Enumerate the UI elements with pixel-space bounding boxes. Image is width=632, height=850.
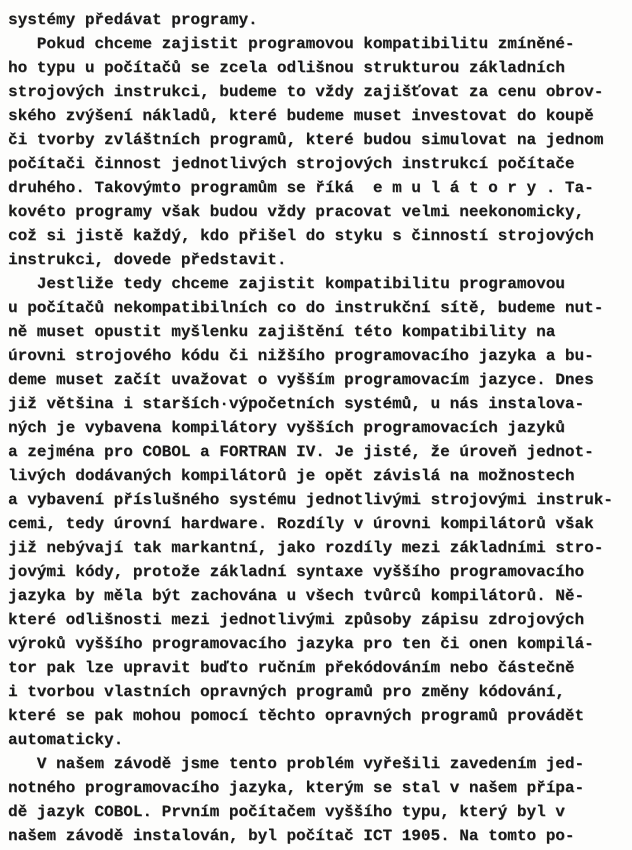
text-line: jazyka by měla být zachována u všech tvůrců kompilátorů. Ně-: [8, 587, 585, 605]
text-line: výroků vyššího programovacího jazyka pro ten či onen kompilá-: [8, 635, 594, 653]
text-line: notného programovacího jazyka, kterým se stal v našem přípa-: [8, 779, 585, 797]
text-line: Jestliže tedy chceme zajistit kompatibilitu programovou: [8, 275, 565, 293]
text-line: automaticky.: [8, 731, 124, 749]
text-line: či tvorby zvláštních programů, které budou simulovat na jednom: [8, 131, 604, 149]
text-line: již nebývají tak markantní, jako rozdíly mezi základními stro-: [8, 539, 604, 557]
text-line: ně muset opustit myšlenku zajištění této kompatibility na: [8, 323, 556, 341]
text-line: livých dodávaných kompilátorů je opět závislá na možnostech: [8, 467, 575, 485]
text-line: našem závodě instalován, byl počítač ICT 1905. Na tomto po-: [8, 827, 575, 845]
text-line: instrukci, dovede představit.: [8, 251, 287, 269]
text-line: a vybavení příslušného systému jednotlivými strojovými instruk-: [8, 491, 613, 509]
text-line: jovými kódy, protože základní syntaxe vyššího programovacího: [8, 563, 585, 581]
text-line: již většina i starších·výpočetních systémů, u nás instalova-: [8, 395, 585, 413]
text-line: dě jazyk COBOL. Prvním počítačem vyššího typu, který byl v: [8, 803, 565, 821]
text-line: Pokud chceme zajistit programovou kompatibilitu zmíněné-: [8, 35, 575, 53]
text-line: deme muset začít uvažovat o vyšším programovacím jazyce. Dnes: [8, 371, 594, 389]
text-line: tor pak lze upravit buďto ručním překódováním nebo částečně: [8, 659, 575, 677]
text-line: u počítačů nekompatibilních co do instrukční sítě, budeme nut-: [8, 299, 604, 317]
text-line: kovéto programy však budou vždy pracovat velmi neekonomicky,: [8, 203, 585, 221]
text-line: V našem závodě jsme tento problém vyřešili zavedením jed-: [8, 755, 585, 773]
text-line: druhého. Takovýmto programům se říká e m u l á t o r y . Ta-: [8, 179, 594, 197]
text-line: které odlišnosti mezi jednotlivými způsoby zápisu zdrojových: [8, 611, 585, 629]
text-line: ho typu u počítačů se zcela odlišnou strukturou základních: [8, 59, 565, 77]
text-line: ského zvýšení nákladů, které budeme muset investovat do koupě: [8, 107, 594, 125]
text-line: počítači činnost jednotlivých strojových instrukcí počítače: [8, 155, 575, 173]
text-line: strojových instrukci, budeme to vždy zajišťovat za cenu obrov-: [8, 83, 604, 101]
text-line: úrovni strojového kódu či nižšího programovacího jazyka a bu-: [8, 347, 594, 365]
text-line: které se pak mohou pomocí těchto opravných programů provádět: [8, 707, 585, 725]
text-line: a zejména pro COBOL a FORTRAN IV. Je jisté, že úroveň jednot-: [8, 443, 594, 461]
text-line: ných je vybavena kompilátory vyšších programovacích jazyků: [8, 419, 565, 437]
text-line: což si jistě každý, kdo přišel do styku s činností strojových: [8, 227, 594, 245]
text-line: i tvorbou vlastních opravných programů pro změny kódování,: [8, 683, 565, 701]
text-line: systémy předávat programy.: [8, 11, 258, 29]
text-line: cemi, tedy úrovní hardware. Rozdíly v úrovni kompilátorů však: [8, 515, 594, 533]
